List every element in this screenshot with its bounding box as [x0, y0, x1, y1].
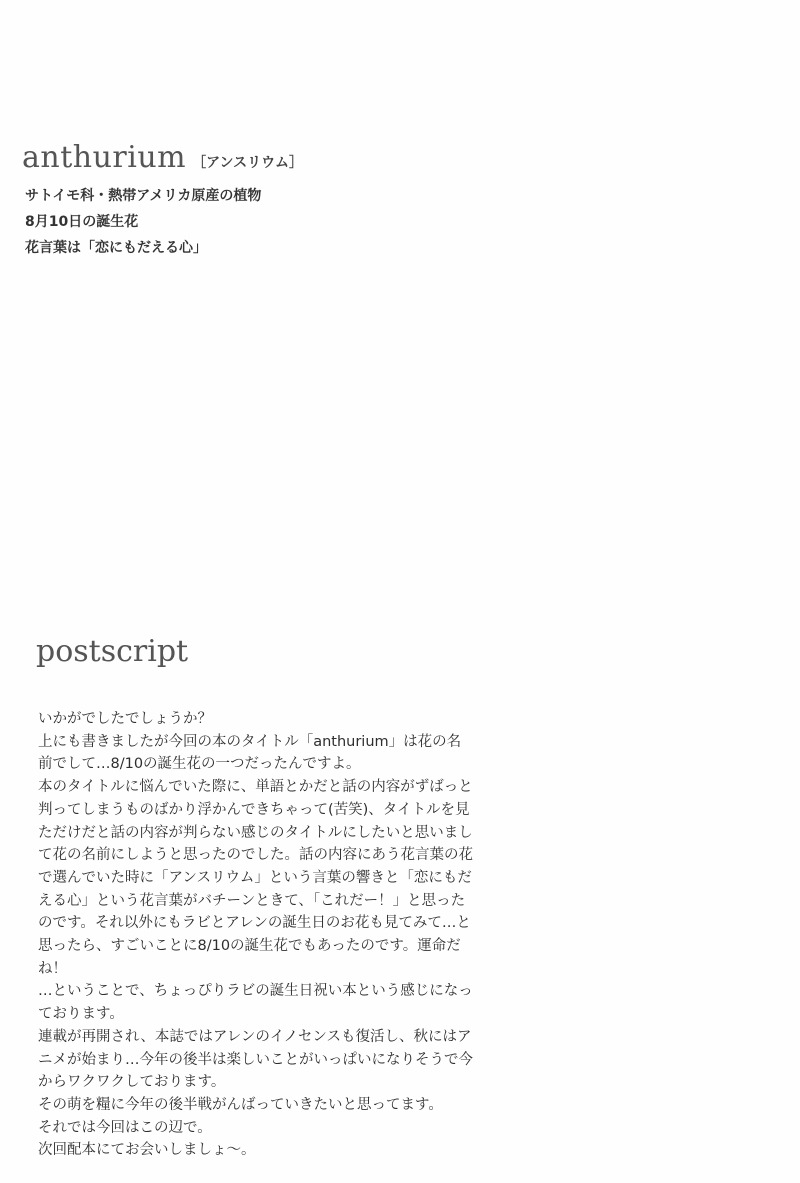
body-line: て花の名前にしようと思ったのでした。話の内容にあう花言葉の花 [38, 847, 473, 864]
body-line: それでは今回はこの辺で。 [38, 1119, 212, 1136]
body-line: で選んでいた時に「アンスリウム」という言葉の響きと「恋にもだ [38, 869, 472, 886]
body-line: える心」という花言葉がバチーンときて、「これだー！」と思った [38, 892, 466, 909]
body-line: 判ってしまうものばかり浮かんできちゃって(苦笑)、タイトルを見 [38, 801, 470, 818]
title-line [22, 140, 622, 175]
body-line: その萌を糧に今年の後半戦がんばっていきたいと思ってます。 [38, 1096, 443, 1113]
flower-title: anthurium [22, 140, 187, 175]
flower-info [22, 140, 622, 261]
body-line: 上にも書きましたが今回の本のタイトル「anthurium」は花の名 [38, 733, 462, 750]
body-line: いかがでしたでしょうか？ [38, 711, 212, 727]
body-line: からワクワクしております。 [38, 1074, 226, 1091]
body-line: ね！ [38, 960, 67, 977]
flower-facts [22, 183, 622, 261]
body-line: 次回配本にてお会いしましょ〜。 [38, 1142, 256, 1159]
body-line: 本のタイトルに悩んでいた際に、単語とかだと話の内容がずばっと [38, 779, 473, 796]
body-line: ております。 [38, 1006, 124, 1023]
postscript-body [38, 708, 518, 1162]
fact-birthday: 8月10日の誕生花 [25, 214, 139, 230]
body-line: ニメが始まり…今年の後半は楽しいことがいっぱいになりそうで今 [38, 1051, 473, 1068]
body-line: 連載が再開され、本誌ではアレンのイノセンスも復活し、秋にはア [38, 1028, 472, 1045]
postscript-title: postscript [36, 634, 189, 669]
flower-reading: ［アンスリウム］ [192, 155, 303, 171]
fact-meaning: 花言葉は「恋にもだえる心」 [25, 240, 207, 256]
body-line: ただけだと話の内容が判らない感じのタイトルにしたいと思いまし [38, 824, 473, 841]
body-line: 前でして…8/10の誕生花の一つだったんですよ。 [38, 756, 361, 773]
fact-family: サトイモ科・熱帯アメリカ原産の植物 [25, 188, 262, 204]
body-line: 思ったら、すごいことに8/10の誕生花でもあったのです。運命だ [38, 938, 461, 955]
body-line: のです。それ以外にもラビとアレンの誕生日のお花も見てみて…と [38, 915, 471, 932]
body-line: …ということで、ちょっぴりラビの誕生日祝い本という感じになっ [38, 983, 473, 1000]
